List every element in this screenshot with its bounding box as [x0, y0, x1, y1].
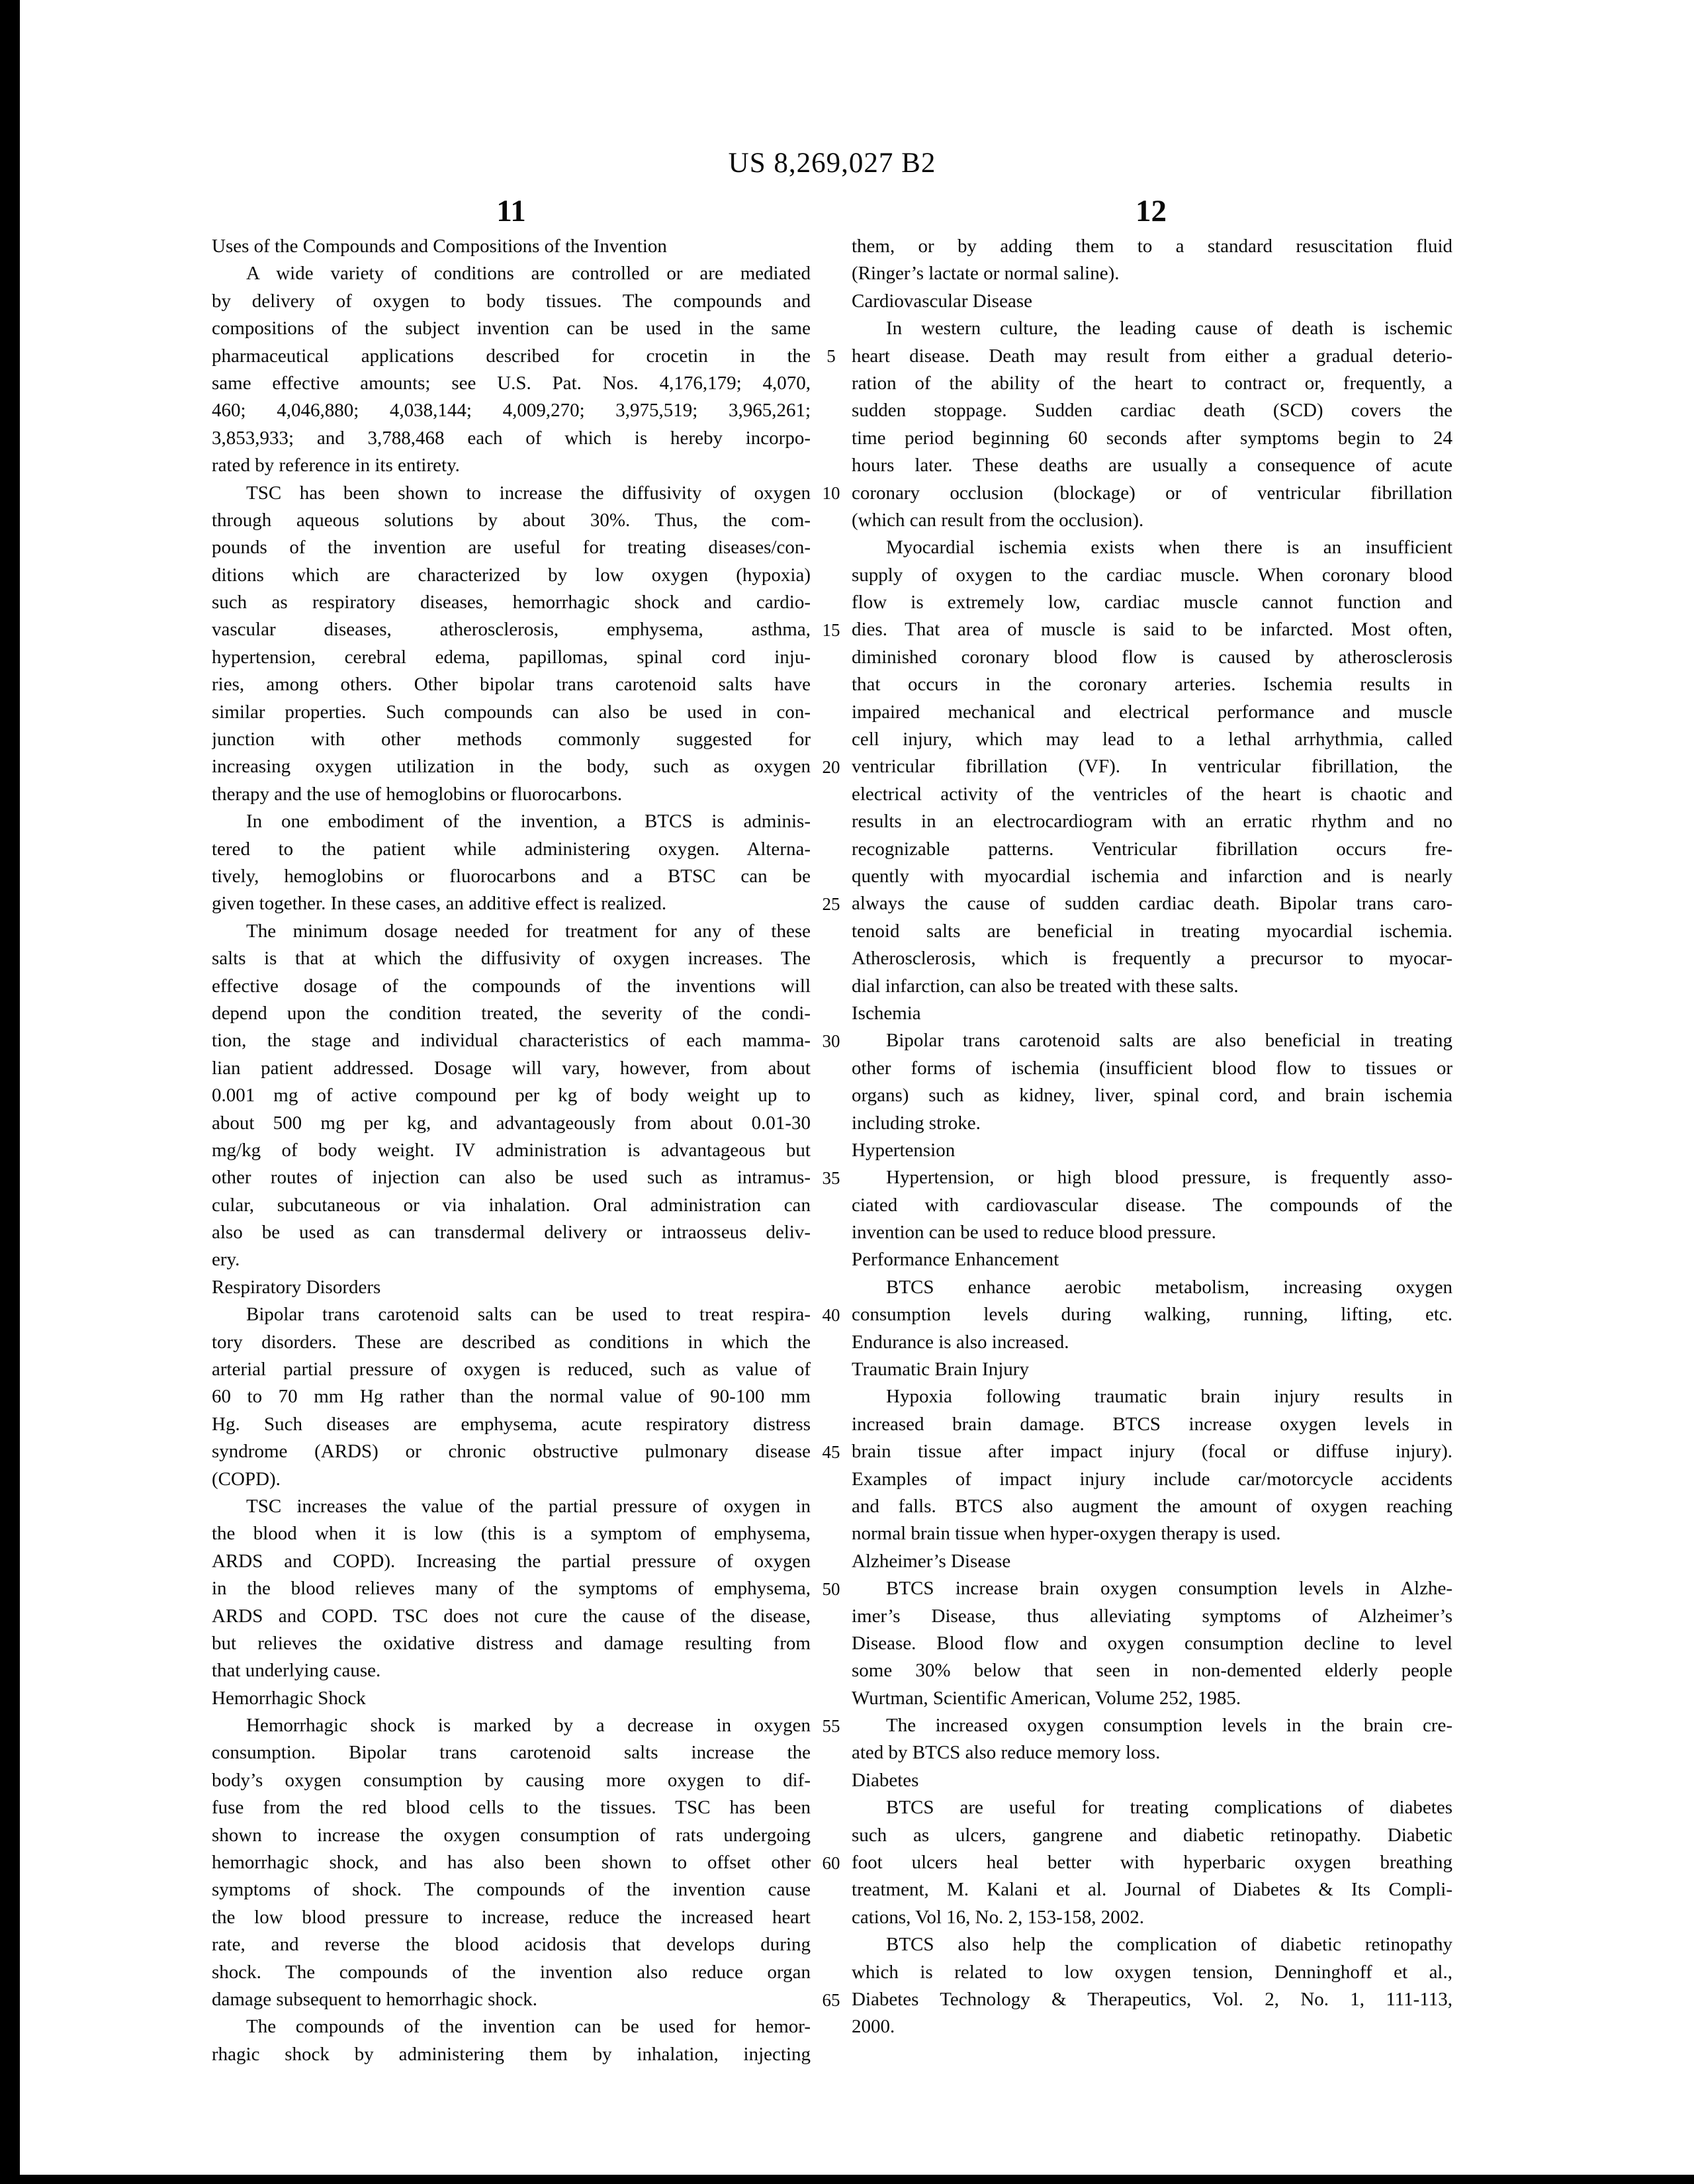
text-line: flow is extremely low, cardiac muscle cannot function and	[852, 592, 1452, 614]
text-line: pharmaceutical applications described for crocetin in the	[212, 345, 811, 367]
section-heading-line: Hypertension	[852, 1139, 956, 1161]
text-line: imer’s Disease, thus alleviating symptoms of Alzheimer’s	[852, 1605, 1452, 1627]
text-line: that occurs in the coronary arteries. Ischemia results in	[852, 674, 1452, 696]
text-line: Disease. Blood flow and oxygen consumption decline to level	[852, 1632, 1452, 1654]
text-line: tion, the stage and individual characteristics of each mamma-	[212, 1030, 811, 1052]
gutter-line-number: 5	[826, 345, 836, 366]
text-line: also be used as can transdermal delivery or intraosseus deliv-	[212, 1222, 811, 1244]
text-line: rhagic shock by administering them by inhalation, injecting	[212, 2043, 811, 2065]
text-line: effective dosage of the compounds of the inventions will	[212, 975, 811, 997]
text-line: time period beginning 60 seconds after symptoms begin to 24	[852, 427, 1452, 449]
text-line: ditions which are characterized by low oxygen (hypoxia)	[212, 564, 811, 586]
text-line: coronary occlusion (blockage) or of ventricular fibrillation	[852, 482, 1452, 504]
text-line: Endurance is also increased.	[852, 1331, 1069, 1353]
text-line: depend upon the condition treated, the severity of the condi-	[212, 1002, 811, 1024]
text-line: pounds of the invention are useful for treating diseases/con-	[212, 537, 811, 559]
text-line: syndrome (ARDS) or chronic obstructive pulmonary disease	[212, 1441, 811, 1463]
text-line: (which can result from the occlusion).	[852, 509, 1144, 531]
text-line: given together. In these cases, an additive effect is realized.	[212, 893, 667, 915]
text-line: ARDS and COPD). Increasing the partial pressure of oxygen	[212, 1550, 811, 1572]
text-line: Atherosclerosis, which is frequently a precursor to myocar-	[852, 948, 1452, 970]
text-line: organs) such as kidney, liver, spinal cord, and brain ischemia	[852, 1085, 1452, 1107]
text-line: increased brain damage. BTCS increase oxygen levels in	[852, 1413, 1452, 1435]
gutter-line-number: 50	[822, 1578, 840, 1599]
text-line: A wide variety of conditions are controlled or are mediated	[246, 263, 811, 285]
text-line: Hemorrhagic shock is marked by a decrease in oxygen	[246, 1715, 811, 1737]
text-line: such as ulcers, gangrene and diabetic retinopathy. Diabetic	[852, 1824, 1452, 1846]
text-line: about 500 mg per kg, and advantageously from about 0.01-30	[212, 1112, 811, 1134]
text-line: other forms of ischemia (insufficient blood flow to tissues or	[852, 1057, 1452, 1079]
text-line: Wurtman, Scientific American, Volume 252, 1985.	[852, 1687, 1241, 1709]
text-line: some 30% below that seen in non-demented elderly people	[852, 1660, 1452, 1682]
text-line: tively, hemoglobins or fluorocarbons and a BTSC can be	[212, 865, 811, 887]
text-line: treatment, M. Kalani et al. Journal of Diabetes & Its Compli-	[852, 1879, 1452, 1901]
text-line: TSC increases the value of the partial pressure of oxygen in	[246, 1495, 811, 1517]
text-line: In one embodiment of the invention, a BTCS is adminis-	[246, 811, 811, 833]
text-line: supply of oxygen to the cardiac muscle. When coronary blood	[852, 564, 1452, 586]
text-line: (COPD).	[212, 1468, 281, 1490]
text-line: including stroke.	[852, 1112, 981, 1134]
text-line: ated by BTCS also reduce memory loss.	[852, 1742, 1161, 1764]
text-line: shock. The compounds of the invention also reduce organ	[212, 1961, 811, 1983]
text-line: cular, subcutaneous or via inhalation. Oral administration can	[212, 1194, 811, 1216]
text-line: cations, Vol 16, No. 2, 153-158, 2002.	[852, 1906, 1144, 1928]
text-line: The minimum dosage needed for treatment for any of these	[246, 920, 811, 942]
text-line: foot ulcers heal better with hyperbaric oxygen breathing	[852, 1852, 1452, 1874]
text-line: (Ringer’s lactate or normal saline).	[852, 263, 1120, 285]
text-line: salts is that at which the diffusivity of oxygen increases. The	[212, 948, 811, 970]
text-line: 3,853,933; and 3,788,468 each of which is hereby incorpo-	[212, 427, 811, 449]
text-line: damage subsequent to hemorrhagic shock.	[212, 1989, 538, 2010]
gutter-line-number: 40	[822, 1304, 840, 1325]
text-line: tory disorders. These are described as conditions in which the	[212, 1331, 811, 1353]
section-heading-line: Uses of the Compounds and Compositions of the Invention	[212, 236, 667, 257]
column-number-left: 11	[496, 194, 526, 228]
text-line: 460; 4,046,880; 4,038,144; 4,009,270; 3,975,519; 3,965,261;	[212, 400, 811, 422]
text-line: and falls. BTCS also augment the amount of oxygen reaching	[852, 1495, 1452, 1517]
text-line: hours later. These deaths are usually a consequence of acute	[852, 455, 1452, 477]
text-line: Examples of impact injury include car/motorcycle accidents	[852, 1468, 1452, 1490]
text-line: through aqueous solutions by about 30%. Thus, the com-	[212, 509, 811, 531]
gutter-line-number: 30	[822, 1030, 840, 1051]
text-line: results in an electrocardiogram with an erratic rhythm and no	[852, 811, 1452, 833]
text-line: ries, among others. Other bipolar trans carotenoid salts have	[212, 674, 811, 696]
text-line: BTCS also help the complication of diabetic retinopathy	[886, 1934, 1452, 1956]
text-line: which is related to low oxygen tension, Denninghoff et al.,	[852, 1961, 1452, 1983]
gutter-line-number: 55	[822, 1715, 840, 1736]
text-line: tered to the patient while administering oxygen. Alterna-	[212, 838, 811, 860]
text-line: such as respiratory diseases, hemorrhagic shock and cardio-	[212, 592, 811, 614]
text-line: shown to increase the oxygen consumption of rats undergoing	[212, 1824, 811, 1846]
text-line: Bipolar trans carotenoid salts can be used to treat respira-	[246, 1304, 811, 1326]
text-line: The increased oxygen consumption levels in the brain cre-	[886, 1715, 1452, 1737]
text-line: same effective amounts; see U.S. Pat. Nos. 4,176,179; 4,070,	[212, 372, 811, 394]
text-line: symptoms of shock. The compounds of the invention cause	[212, 1879, 811, 1901]
gutter-line-number: 20	[822, 756, 840, 777]
text-line: consumption levels during walking, running, lifting, etc.	[852, 1304, 1452, 1326]
text-line: Hg. Such diseases are emphysema, acute respiratory distress	[212, 1413, 811, 1435]
text-line: similar properties. Such compounds can also be used in con-	[212, 701, 811, 723]
text-line: BTCS increase brain oxygen consumption levels in Alzhe-	[886, 1578, 1452, 1600]
text-line: BTCS enhance aerobic metabolism, increasing oxygen	[886, 1276, 1452, 1298]
text-line: brain tissue after impact injury (focal or diffuse injury).	[852, 1441, 1452, 1463]
text-line: body’s oxygen consumption by causing more oxygen to dif-	[212, 1769, 811, 1791]
text-line: dial infarction, can also be treated with these salts.	[852, 975, 1239, 997]
section-heading-line: Cardiovascular Disease	[852, 290, 1032, 312]
text-line: junction with other methods commonly suggested for	[212, 729, 811, 751]
text-line: quently with myocardial ischemia and infarction and is nearly	[852, 865, 1452, 887]
text-line: hypertension, cerebral edema, papillomas, spinal cord inju-	[212, 646, 811, 668]
text-line: diminished coronary blood flow is caused by atherosclerosis	[852, 646, 1452, 668]
gutter-line-number: 15	[822, 619, 840, 640]
text-line: 60 to 70 mm Hg rather than the normal value of 90-100 mm	[212, 1386, 811, 1408]
right-column	[852, 233, 1452, 2041]
text-line: normal brain tissue when hyper-oxygen therapy is used.	[852, 1523, 1281, 1545]
text-line: ARDS and COPD. TSC does not cure the cause of the disease,	[212, 1605, 811, 1627]
section-heading-line: Ischemia	[852, 1002, 921, 1024]
text-line: the low blood pressure to increase, reduce the increased heart	[212, 1906, 811, 1928]
text-line: 2000.	[852, 2016, 895, 2038]
text-line: Bipolar trans carotenoid salts are also beneficial in treating	[886, 1030, 1452, 1052]
text-line: Hypertension, or high blood pressure, is frequently asso-	[886, 1167, 1452, 1189]
text-line: The compounds of the invention can be used for hemor-	[246, 2016, 811, 2038]
section-heading-line: Hemorrhagic Shock	[212, 1687, 366, 1709]
text-line: therapy and the use of hemoglobins or fluorocarbons.	[212, 783, 623, 805]
text-line: TSC has been shown to increase the diffusivity of oxygen	[246, 482, 811, 504]
gutter-line-number: 45	[822, 1441, 840, 1462]
text-line: ery.	[212, 1249, 240, 1271]
column-number-right: 12	[1136, 194, 1167, 228]
section-heading-line: Alzheimer’s Disease	[852, 1550, 1011, 1572]
text-line: by delivery of oxygen to body tissues. The compounds and	[212, 290, 811, 312]
text-line: hemorrhagic shock, and has also been shown to offset other	[212, 1852, 811, 1874]
text-line: In western culture, the leading cause of death is ischemic	[886, 318, 1452, 340]
text-line: but relieves the oxidative distress and damage resulting from	[212, 1632, 811, 1654]
text-line: Hypoxia following traumatic brain injury results in	[886, 1386, 1452, 1408]
section-heading-line: Diabetes	[852, 1769, 919, 1791]
text-line: compositions of the subject invention can be used in the same	[212, 318, 811, 340]
scan-edge-bottom	[0, 2175, 1694, 2184]
text-line: ration of the ability of the heart to contract or, frequently, a	[852, 372, 1452, 394]
text-line: ciated with cardiovascular disease. The compounds of the	[852, 1194, 1452, 1216]
text-line: BTCS are useful for treating complications of diabetes	[886, 1797, 1452, 1819]
text-line: cell injury, which may lead to a lethal arrhythmia, called	[852, 729, 1452, 751]
text-line: vascular diseases, atherosclerosis, emphysema, asthma,	[212, 619, 811, 641]
section-heading-line: Traumatic Brain Injury	[852, 1359, 1029, 1381]
text-line: increasing oxygen utilization in the body, such as oxygen	[212, 756, 811, 778]
text-line: arterial partial pressure of oxygen is reduced, such as value of	[212, 1359, 811, 1381]
text-line: that underlying cause.	[212, 1660, 381, 1682]
text-line: the blood when it is low (this is a symptom of emphysema,	[212, 1523, 811, 1545]
patent-number-header: US 8,269,027 B2	[728, 148, 936, 179]
text-line: lian patient addressed. Dosage will vary, however, from about	[212, 1057, 811, 1079]
gutter-line-number: 10	[822, 482, 840, 503]
gutter-line-number: 65	[822, 1989, 840, 2010]
text-line: Diabetes Technology & Therapeutics, Vol. 2, No. 1, 111-113,	[852, 1989, 1452, 2010]
section-heading-line: Respiratory Disorders	[212, 1276, 381, 1298]
text-line: recognizable patterns. Ventricular fibrillation occurs fre-	[852, 838, 1452, 860]
text-line: ventricular fibrillation (VF). In ventricular fibrillation, the	[852, 756, 1452, 778]
text-line: fuse from the red blood cells to the tissues. TSC has been	[212, 1797, 811, 1819]
text-line: tenoid salts are beneficial in treating myocardial ischemia.	[852, 920, 1452, 942]
text-line: electrical activity of the ventricles of the heart is chaotic and	[852, 783, 1452, 805]
gutter-line-number: 25	[822, 893, 840, 914]
left-column	[212, 233, 811, 2068]
text-line: consumption. Bipolar trans carotenoid salts increase the	[212, 1742, 811, 1764]
text-line: heart disease. Death may result from either a gradual deterio-	[852, 345, 1452, 367]
text-line: other routes of injection can also be used such as intramus-	[212, 1167, 811, 1189]
text-line: always the cause of sudden cardiac death. Bipolar trans caro-	[852, 893, 1452, 915]
text-line: 0.001 mg of active compound per kg of body weight up to	[212, 1085, 811, 1107]
text-line: mg/kg of body weight. IV administration is advantageous but	[212, 1139, 811, 1161]
gutter-line-number: 60	[822, 1852, 840, 1873]
gutter-line-number: 35	[822, 1167, 840, 1188]
text-line: dies. That area of muscle is said to be infarcted. Most often,	[852, 619, 1452, 641]
text-line: impaired mechanical and electrical performance and muscle	[852, 701, 1452, 723]
text-line: them, or by adding them to a standard resuscitation fluid	[852, 236, 1452, 257]
text-line: Myocardial ischemia exists when there is an insufficient	[886, 537, 1452, 559]
text-line: rate, and reverse the blood acidosis that develops during	[212, 1934, 811, 1956]
text-line: rated by reference in its entirety.	[212, 455, 460, 477]
text-line: invention can be used to reduce blood pressure.	[852, 1222, 1216, 1244]
text-line: in the blood relieves many of the symptoms of emphysema,	[212, 1578, 811, 1600]
scan-edge-left	[0, 0, 20, 2184]
section-heading-line: Performance Enhancement	[852, 1249, 1059, 1271]
text-line: sudden stoppage. Sudden cardiac death (SCD) covers the	[852, 400, 1452, 422]
